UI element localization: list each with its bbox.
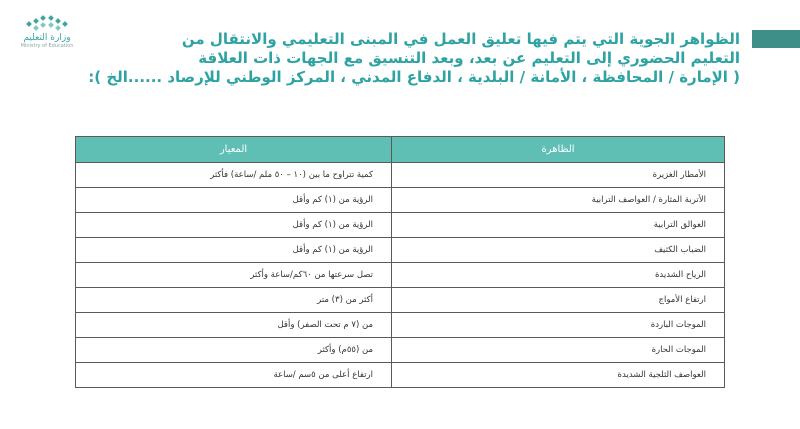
phenomenon-cell: الأمطار الغزيرة [392,163,725,188]
accent-bar [752,30,800,48]
criteria-table [75,136,725,388]
phenomenon-cell: الضباب الكثيف [392,238,725,263]
ministry-logo [12,14,82,54]
table-row [76,188,725,213]
criterion-cell: أكثر من (٣) متر [76,288,392,313]
criterion-cell: من (٧ م تحت الصفر) وأقل [76,313,392,338]
table-header-row [76,137,725,163]
phenomenon-cell: العواصف الثلجية الشديدة [392,363,725,388]
logo-subtitle: Ministry of Education [20,43,74,49]
phenomenon-cell: الأتربة المثارة / العواصف الترابية [392,188,725,213]
header-criterion: المعيار [76,137,392,163]
table-row [76,213,725,238]
table-row [76,288,725,313]
heading-line: التعليم الحضوري إلى التعليم عن بعد، وبعد التنسيق مع الجهات ذات العلاقة [198,49,740,67]
criterion-cell: من (٥٥م) وأكثر [76,338,392,363]
criterion-cell: الرؤية من (١) كم وأقل [76,213,392,238]
criterion-cell: كمية تتراوح ما بين (١٠ – ٥٠ ملم /ساعة) فأكثر [76,163,392,188]
heading-line: الظواهر الجوية التي يتم فيها تعليق العمل في المبنى التعليمي والانتقال من [181,30,740,48]
page-heading [88,30,740,87]
ministry-emblem-icon [25,14,69,32]
table-row [76,163,725,188]
table-row [76,263,725,288]
table-row [76,238,725,263]
heading-line: ( الإمارة / المحافظة ، الأمانة / البلدية ، الدفاع المدني ، المركز الوطني للإرصاد ......الخ ): [88,68,740,86]
logo-name: وزارة التعليم [23,33,71,43]
criterion-cell: الرؤية من (١) كم وأقل [76,238,392,263]
criterion-cell: تصل سرعتها من ٦٠كم/ساعة وأكثر [76,263,392,288]
phenomenon-cell: العوالق الترابية [392,213,725,238]
phenomenon-cell: ارتفاع الأمواج [392,288,725,313]
phenomenon-cell: الرياح الشديدة [392,263,725,288]
criterion-cell: الرؤية من (١) كم وأقل [76,188,392,213]
table-row [76,338,725,363]
table-row [76,363,725,388]
phenomenon-cell: الموجات الحارة [392,338,725,363]
criterion-cell: ارتفاع أعلى من ٥سم /ساعة [76,363,392,388]
table-row [76,313,725,338]
header-phenomenon: الظاهرة [392,137,725,163]
phenomenon-cell: الموجات الباردة [392,313,725,338]
